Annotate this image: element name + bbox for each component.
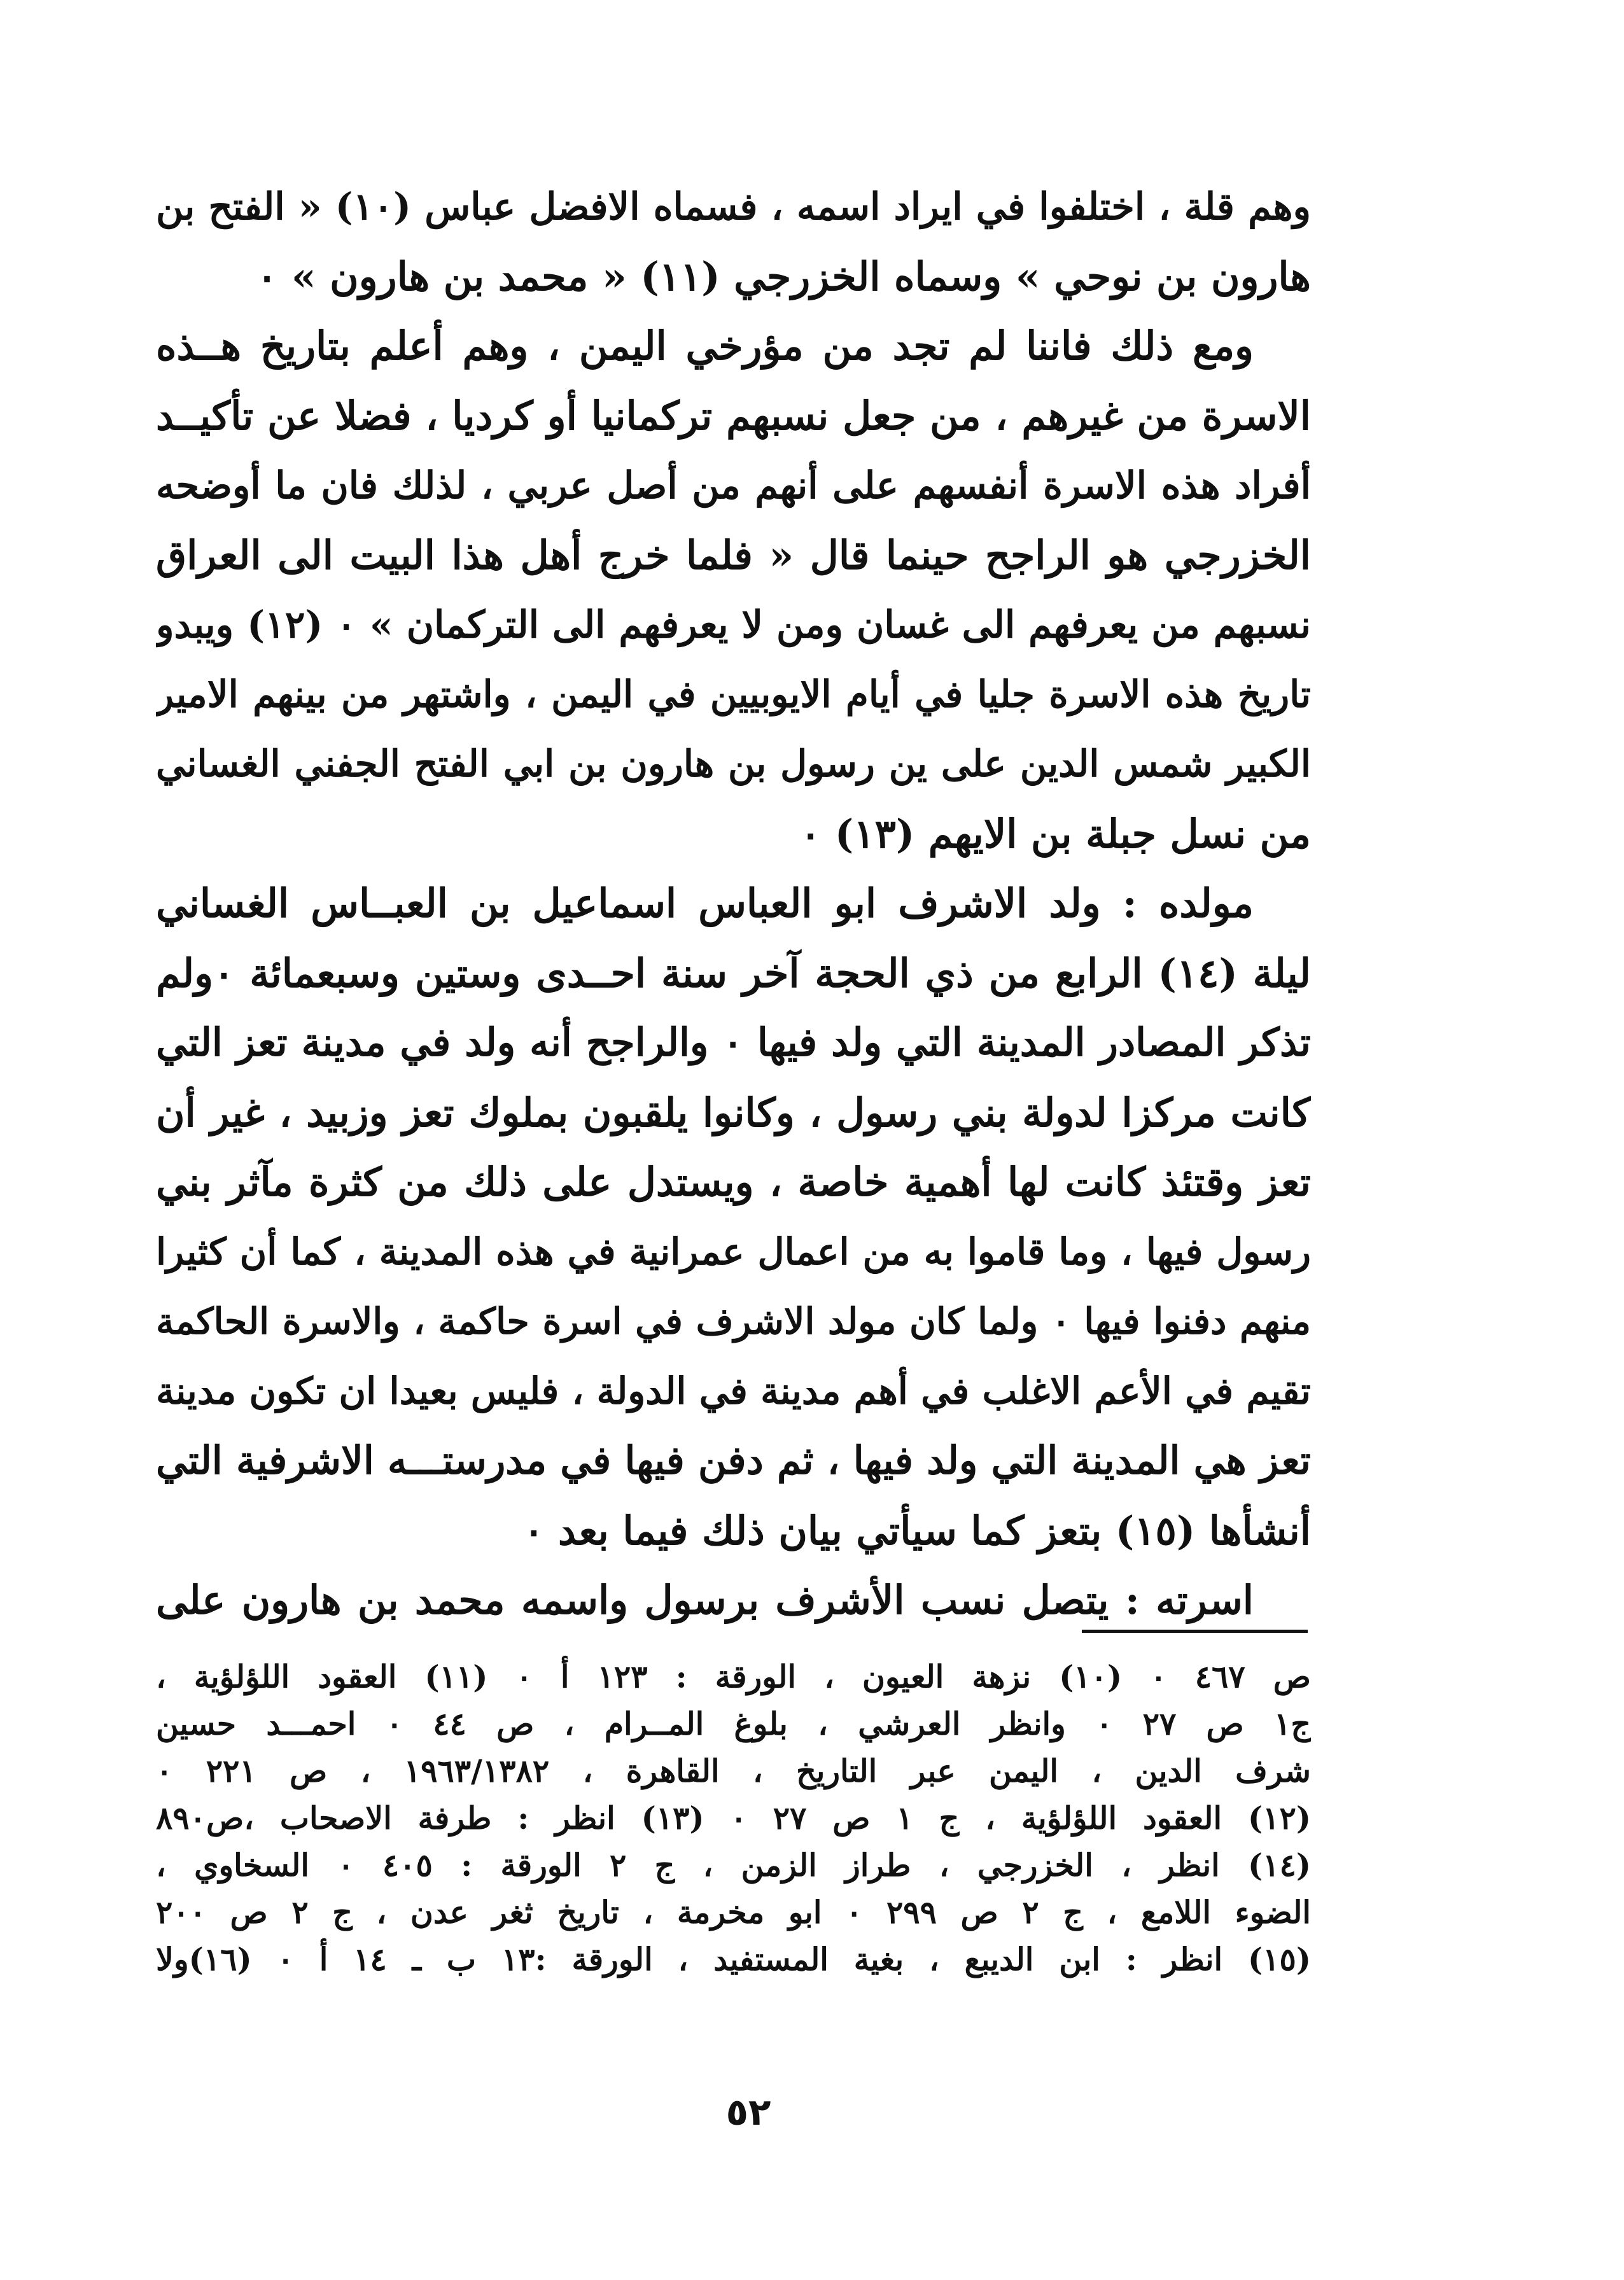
body-line: وهم قلة ، اختلفوا في ايراد اسمه ، فسماه الافضل عباس (١٠) « الفتح بن <box>156 185 1311 228</box>
body-line: نسبهم من يعرفهم الى غسان ومن لا يعرفهم الى التركمان » ٠ (١٢) ويبدو <box>156 603 1311 647</box>
body-line: من نسل جبلة بن الايهم (١٣) ٠ <box>800 810 1311 857</box>
footnote-line: (١٢) العقود اللؤلؤية ، ج ١ ص ٢٧ ٠ (١٣) انظر : طرفة الاصحاب ،ص٨٩٠ <box>156 1800 1311 1836</box>
body-line: تاريخ هذه الاسرة جليا في أيام الايوبيين في اليمن ، واشتهر من بينهم الامير <box>156 672 1311 716</box>
body-line: الكبير شمس الدين على ين رسول بن هارون بن ابي الفتح الجفني الغساني <box>156 742 1311 785</box>
body-line: هارون بن نوحي » وسماه الخزرجي (١١) « محمد بن هارون » ٠ <box>256 253 1311 300</box>
body-text <box>156 172 1311 1635</box>
footnote-line: ص ٤٦٧ ٠ (١٠) نزهة العيون ، الورقة : ١٢٣ أ ٠ (١١) العقود اللؤلؤية ، <box>156 1658 1311 1695</box>
body-line: كانت مركزا لدولة بني رسول ، وكانوا يلقبون بملوك تعز وزبيد ، غير أن <box>156 1089 1311 1136</box>
body-line: أنشأها (١٥) بتعز كما سيأتي بيان ذلك فيما بعد ٠ <box>523 1507 1311 1554</box>
footnotes <box>156 1653 1311 1983</box>
body-line: تذكر المصادر المدينة التي ولد فيها ٠ والراجح أنه ولد في مدينة تعز التي <box>156 1020 1311 1065</box>
body-line: أفراد هذه الاسرة أنفسهم على أنهم من أصل عربي ، لذلك فان ما أوضحه <box>156 463 1311 507</box>
body-line: تقيم في الأعم الاغلب في أهم مدينة في الدولة ، فليس بعيدا ان تكون مدينة <box>156 1369 1311 1413</box>
page-number: ٥٢ <box>725 2090 771 2134</box>
body-line: ومع ذلك فاننا لم تجد من مؤرخي اليمن ، وهم أعلم بتاريخ هــذه <box>156 323 1254 369</box>
footnote-line: شرف الدين ، اليمن عبر التاريخ ، القاهرة ، ١٩٦٣/١٣٨٢ ، ص ٢٢١ ٠ <box>156 1752 1311 1789</box>
body-line: اسرته : يتصل نسب الأشرف برسول واسمه محمد بن هارون على <box>156 1577 1254 1623</box>
body-line: مولده : ولد الاشرف ابو العباس اسماعيل بن العبــاس الغساني <box>156 880 1254 927</box>
body-line: رسول فيها ، وما قاموا به من اعمال عمرانية في هذه المدينة ، كما أن كثيرا <box>156 1229 1311 1273</box>
footnote-line: (١٥) انظر : ابن الديبع ، بغية المستفيد ، الورقة :١٣ ب ـ ١٤ أ ٠ (١٦)ولا <box>156 1941 1311 1978</box>
footnote-line: الضوء اللامع ، ج ٢ ص ٢٩٩ ٠ ابو مخرمة ، تاريخ ثغر عدن ، ج ٢ ص ٢٠٠ <box>156 1894 1311 1931</box>
body-line: ليلة (١٤) الرابع من ذي الحجة آخر سنة احــدى وستين وسبعمائة ٠ولم <box>156 949 1311 997</box>
body-line: الخزرجي هو الراجح حينما قال « فلما خرج أهل هذا البيت الى العراق <box>156 531 1311 578</box>
footnote-line: (١٤) انظر ، الخزرجي ، طراز الزمن ، ج ٢ الورقة : ٤٠٥ ٠ السخاوي ، <box>156 1847 1311 1884</box>
body-line: منهم دفنوا فيها ٠ ولما كان مولد الاشرف في اسرة حاكمة ، والاسرة الحاكمة <box>156 1300 1311 1343</box>
body-line: تعز وقتئذ كانت لها أهمية خاصة ، ويستدل على ذلك من كثرة مآثر بني <box>156 1159 1311 1205</box>
footnote-divider <box>1082 1630 1308 1633</box>
footnote-line: ج١ ص ٢٧ ٠ وانظر العرشي ، بلوغ المــرام ، ص ٤٤ ٠ احمـــد حسين <box>156 1705 1311 1742</box>
body-line: تعز هي المدينة التي ولد فيها ، ثم دفن فيها في مدرستـــه الاشرفية التي <box>156 1438 1311 1483</box>
body-line: الاسرة من غيرهم ، من جعل نسبهم تركمانيا أو كرديا ، فضلا عن تأكيــد <box>156 392 1311 439</box>
